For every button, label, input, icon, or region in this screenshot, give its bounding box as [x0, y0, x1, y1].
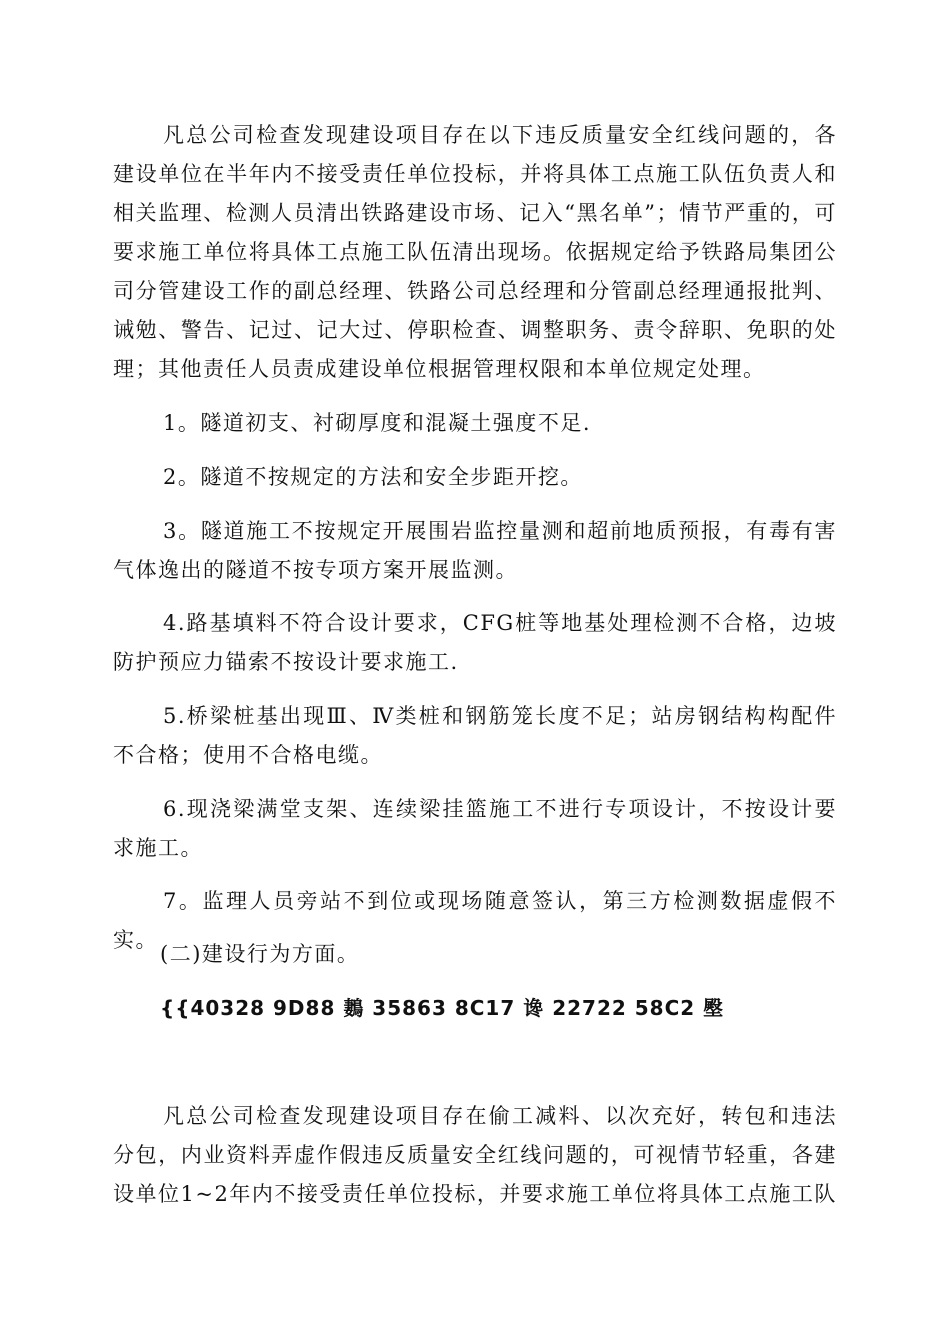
list-item-1: 1。隧道初支、衬砌厚度和混凝土强度不足. [163, 411, 592, 435]
second-paragraph: 凡总公司检查发现建设项目存在偷工减料、以次充好，转包和违法分包，内业资料弄虚作假违反质量安全红线问题的，可视情节轻重，各建设单位1~2年内不接受责任单位投标，并要求施工单位将具体工点施工队 [113, 1104, 837, 1206]
list-item-3: 3。隧道施工不按规定开展围岩监控量测和超前地质预报，有毒有害气体逸出的隧道不按专项方案开展监测。 [113, 519, 837, 582]
list-item-4: 4.路基填料不符合设计要求，CFG桩等地基处理检测不合格，边坡防护预应力锚索不按设计要求施工. [113, 611, 837, 674]
list-item-2: 2。隧道不按规定的方法和安全步距开挖。 [163, 465, 583, 489]
list-item-5: 5.桥梁桩基出现Ⅲ、Ⅳ类桩和钢筋笼长度不足；站房钢结构构配件不合格；使用不合格电缆。 [113, 704, 837, 767]
section-heading: (二)建设行为方面。 [160, 942, 360, 966]
intro-paragraph: 凡总公司检查发现建设项目存在以下违反质量安全红线问题的，各建设单位在半年内不接受责任单位投标，并将具体工点施工队伍负责人和相关监理、检测人员清出铁路建设市场、记入“黑名单”；情节严重的，可要求施工单位将具体工点施工队伍清出现场。依据规定给予铁路局集团公司分管建设工作的副总经理、铁路公司总经理和分管副总经理通报批判、诫勉、警告、记过、记大过、停职检查、调整职务、责令辞职、免职的处理；其他责任人员责成建设单位根据管理权限和本单位规定处理。 [113, 123, 837, 381]
garbled-text-line: {{40328 9D88 鶈 35863 8C17 谗 22722 58C2 壂 [160, 996, 725, 1020]
list-item-6: 6.现浇梁满堂支架、连续梁挂篮施工不进行专项设计，不按设计要求施工。 [113, 797, 837, 860]
list-item-7: 7。监理人员旁站不到位或现场随意签认，第三方检测数据虚假不实。 [113, 889, 837, 952]
